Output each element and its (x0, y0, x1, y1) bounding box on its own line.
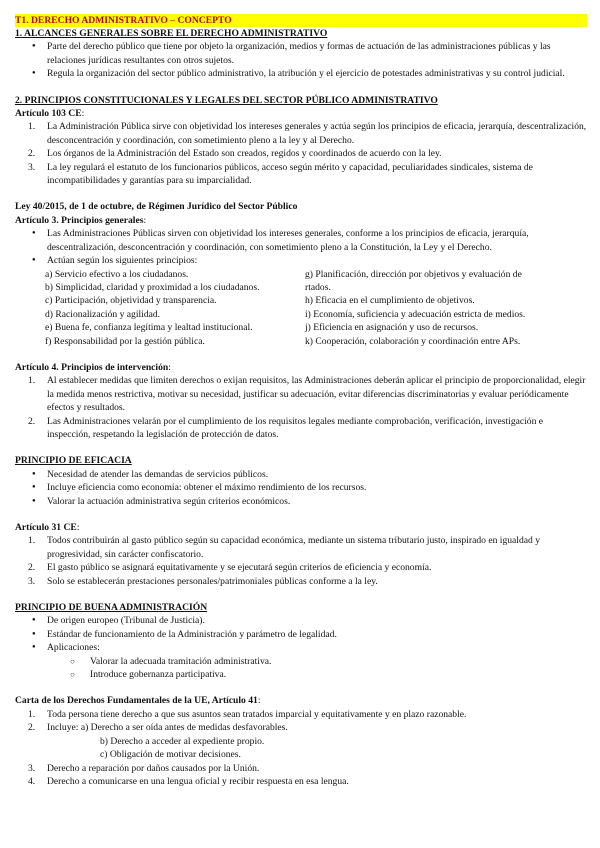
list-item: 2. Las Administraciones velarán por el cumplimiento de los requisitos legales mediante comprobación, verificación, investigación e inspección, respetando la legislación de protección de datos. (28, 415, 544, 440)
buena-admin-heading: PRINCIPIO DE BUENA ADMINISTRACIÓN (15, 602, 208, 614)
list-item: ● Las Administraciones Públicas sirven con objetividad los intereses generales, conforme a los principios de eficacia, jerarquía, descentralización, desconcentración y coordinación, con sometimiento pleno a la Constitución, la Ley y el Derecho. (15, 227, 587, 254)
document-title: T1. DERECHO ADMINISTRATIVO – CONCEPTO (15, 14, 587, 27)
list-item: ● Actúan según los siguientes principios: (15, 254, 587, 267)
list-item: 1. Toda persona tiene derecho a que sus asuntos sean tratados imparcial y equitativamente y en plazo razonable. (28, 708, 467, 720)
list-item: 1. La Administración Pública sirve con objetividad los intereses generales y actúa según los principios de eficacia, jerarquía, descentralización, desconcentración y coordinación, con sometimiento pleno a la ley y al Derecho. (28, 121, 587, 146)
principles-grid (15, 268, 587, 348)
list-item: 1. Todos contribuirán al gasto público según su capacidad económica, mediante un sistema tributario justo, inspirado en igualdad y progresividad, sin carácter confiscatorio. (28, 535, 541, 560)
list-item: 3. La ley regulará el estatuto de los funcionarios públicos, acceso según mérito y capacidad, peculiaridades sindicales, sistema de incompatibilidades y garantías para su imparcialidad. (28, 161, 533, 187)
list-item: ● De origen europeo (Tribunal de Justicia). (15, 614, 587, 627)
section1-heading: 1. ALCANCES GENERALES SOBRE EL DERECHO ADMINISTRATIVO (15, 28, 328, 39)
list-item: 2. Incluye: a) Derecho a ser oída antes de medidas desfavorables. (28, 722, 288, 734)
list-item: ● Regula la organización del sector público administrativo, la atribución y el ejercicio de potestades administrativas y su control judicial. (15, 67, 587, 80)
list-item: 3. Derecho a reparación por daños causados por la Unión. (28, 762, 260, 774)
document-page (15, 14, 587, 788)
principle-item: f) Responsabilidad por la gestión pública. (45, 335, 205, 347)
principle-item: j) Eficiencia en asignación y uso de recursos. (305, 322, 479, 334)
principle-item: i) Economía, suficiencia y adecuación estricta de medios. (305, 308, 526, 320)
principle-item: h) Eficacia en el cumplimiento de objetivos. (305, 295, 475, 307)
sub-list-item: ○ Valorar la adecuada tramitación administrativa. (15, 655, 587, 668)
section2-heading: 2. PRINCIPIOS CONSTITUCIONALES Y LEGALES DEL SECTOR PÚBLICO ADMINISTRATIVO (15, 94, 438, 106)
principle-item: rtados. (305, 281, 331, 293)
art3-heading: Artículo 3. Principios generales: (15, 214, 147, 226)
principle-item: e) Buena fe, confianza legítima y lealtad institucional. (45, 322, 253, 334)
principle-item: b) Simplicidad, claridad y proximidad a los ciudadanos. (45, 281, 260, 293)
list-item: ● Parte del derecho público que tiene por objeto la organización, medios y formas de actuación de las administraciones públicas y las relaciones jurídicas resultantes con otros sujetos. (15, 40, 587, 67)
list-item: ● Aplicaciones: (15, 641, 587, 654)
principle-item: d) Racionalización y agilidad. (45, 308, 161, 320)
eficacia-heading: PRINCIPIO DE EFICACIA (15, 455, 132, 467)
list-item: ● Necesidad de atender las demandas de servicios públicos. (15, 468, 587, 481)
list-item: ● Valorar la actuación administrativa según criterios económicos. (15, 495, 587, 508)
list-item: ● Estándar de funcionamiento de la Administración y parámetro de legalidad. (15, 628, 587, 641)
principle-item: c) Participación, objetividad y transparencia. (45, 295, 217, 307)
list-item: 4. Derecho a comunicarse en una lengua oficial y recibir respuesta en esa lengua. (28, 775, 349, 787)
principle-item: k) Cooperación, colaboración y coordinación entre APs. (305, 335, 521, 347)
principle-item: g) Planificación, dirección por objetivos y evaluación de (305, 268, 522, 280)
art103-heading: Artículo 103 CE: (15, 108, 85, 120)
sub-list-item: c) Obligación de motivar decisiones. (100, 749, 241, 761)
carta-heading: Carta de los Derechos Fundamentales de la UE, Artículo 41: (15, 695, 261, 707)
list-item: 1. Al establecer medidas que limiten derechos o exijan requisitos, las Administraciones deberán aplicar el principio de proporcionalidad, elegir la medida menos restrictiva, motivar su necesidad, justificar su adecuación, evitar diferencias discriminatorias y evaluar periódicamente efectos y resultados. (28, 375, 586, 414)
art4-heading: Artículo 4. Principios de intervención: (15, 361, 171, 373)
list-item: 2. El gasto público se asignará equitativamente y se ejecutará según criterios de eficiencia y economía. (28, 562, 432, 574)
ley-heading: Ley 40/2015, de 1 de octubre, de Régimen Jurídico del Sector Público (15, 201, 298, 213)
list-item: 3. Solo se establecerán prestaciones personales/patrimoniales públicas conforme a la ley. (28, 575, 378, 587)
list-item: ● Incluye eficiencia como economía: obtener el máximo rendimiento de los recursos. (15, 481, 587, 494)
art31-heading: Artículo 31 CE: (15, 522, 80, 533)
list-item: 2. Los órganos de la Administración del Estado son creados, regidos y coordinados de acuerdo con la ley. (28, 148, 442, 160)
sub-list-item: ○ Introduce gobernanza participativa. (15, 668, 587, 681)
sub-list-item: b) Derecho a acceder al expediente propio. (100, 735, 265, 747)
principle-item: a) Servicio efectivo a los ciudadanos. (45, 268, 189, 280)
